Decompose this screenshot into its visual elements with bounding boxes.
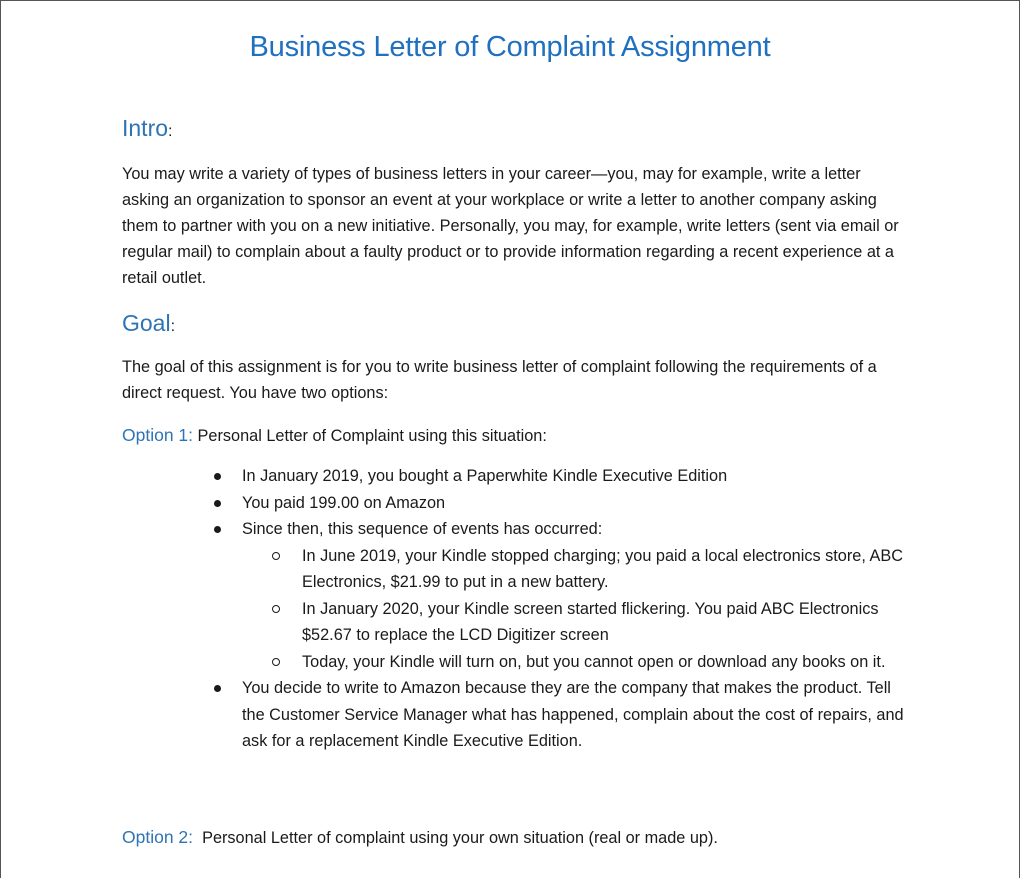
option-1-text: Personal Letter of Complaint using this situation: bbox=[193, 427, 547, 445]
intro-heading-text: Intro bbox=[122, 115, 169, 141]
sub-bullet-text: In January 2020, your Kindle screen started flickering. You paid ABC Electronics $52.67 to replace the LCD Digitizer screen bbox=[302, 599, 879, 644]
intro-heading bbox=[122, 115, 172, 142]
goal-paragraph: The goal of this assignment is for you to write business letter of complaint following the requirements of a direct request. You have two options: bbox=[122, 358, 877, 402]
document-title: Business Letter of Complaint Assignment bbox=[249, 31, 771, 63]
option-1-line bbox=[122, 422, 547, 449]
goal-heading-text: Goal bbox=[122, 310, 171, 336]
bullet-text: You decide to write to Amazon because they are the company that makes the product. Tell the Customer Service Manager what has happened, complain about the cost of repairs, and ask for a replacement Kindle Executive Edition. bbox=[242, 679, 904, 750]
bullet-text: You paid 199.00 on Amazon bbox=[242, 493, 446, 512]
sub-bullet-text: In June 2019, your Kindle stopped charging; you paid a local electronics store, ABC Electronics, $21.99 to put in a new battery. bbox=[302, 546, 903, 591]
sub-list-item bbox=[242, 596, 913, 649]
list-item bbox=[213, 675, 913, 755]
intro-paragraph: You may write a variety of types of business letters in your career—you, may for example, write a letter asking an organization to sponsor an event at your workplace or write a letter to another company asking them to partner with you on a new initiative. Personally, you may, for example, write letters (sent via email or regular mail) to complain about a faulty product or to provide information regarding a recent experience at a retail outlet. bbox=[122, 165, 899, 287]
sub-bullet-text: Today, your Kindle will turn on, but you cannot open or download any books on it. bbox=[302, 652, 886, 671]
option-2-label: Option 2: bbox=[122, 827, 194, 847]
bullet-text: Since then, this sequence of events has occurred: bbox=[242, 520, 603, 538]
option-2-line bbox=[122, 824, 718, 851]
list-item bbox=[213, 463, 913, 490]
sub-list-item bbox=[242, 543, 913, 596]
option-1-label: Option 1: bbox=[122, 425, 194, 445]
goal-heading-colon: : bbox=[170, 318, 176, 335]
option-1-bullet-list bbox=[213, 463, 913, 755]
goal-heading bbox=[122, 310, 175, 337]
list-item bbox=[213, 516, 913, 675]
option-2-text: Personal Letter of complaint using your own situation (real or made up). bbox=[193, 829, 718, 847]
bullet-text: In January 2019, you bought a Paperwhite Kindle Executive Edition bbox=[242, 467, 728, 485]
sub-list-item bbox=[242, 649, 913, 676]
intro-heading-colon: : bbox=[168, 123, 173, 140]
events-sub-list bbox=[242, 543, 913, 676]
list-item bbox=[213, 490, 913, 517]
